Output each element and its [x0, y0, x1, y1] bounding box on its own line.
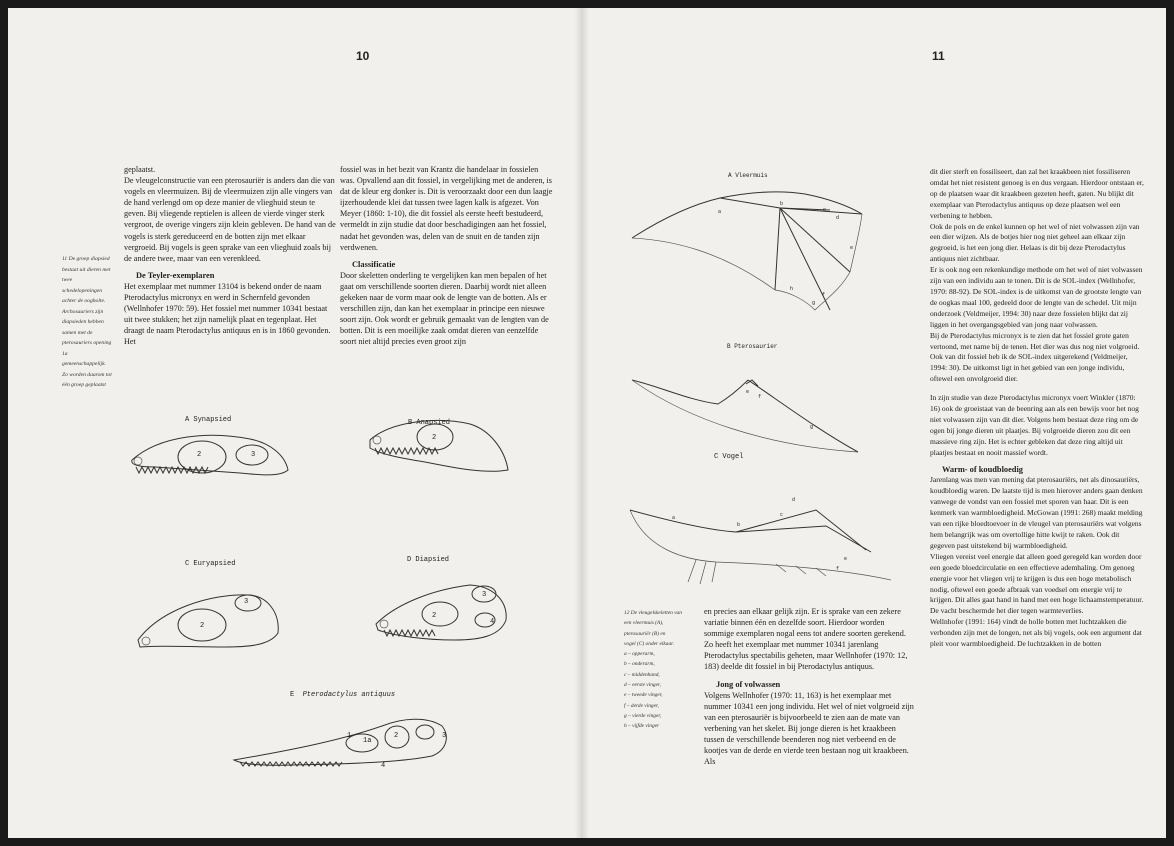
- bird-wing-drawing: [626, 490, 896, 590]
- bone-letter: e: [844, 556, 848, 562]
- bone-letter: a: [672, 515, 676, 521]
- bat-wing-drawing: [630, 180, 870, 330]
- page-number-left: 10: [356, 49, 370, 63]
- bone-letter: b: [780, 201, 784, 207]
- caption-line: pterosauriër (B) en: [624, 630, 666, 637]
- bone-letter: f: [836, 566, 840, 572]
- figure-label-pterodactylus: [290, 691, 395, 699]
- opening-number: 4: [490, 618, 495, 626]
- bone-letter: d: [792, 497, 796, 503]
- bone-letter: h: [790, 286, 794, 292]
- pterosaur-wing-drawing: [628, 350, 868, 460]
- caption-line: e – tweede vinger,: [624, 692, 663, 699]
- figure-label-anapsid: B Anapsied: [408, 419, 451, 427]
- paragraph: Ook de pols en de enkel kunnen op het wel of niet volwassen zijn van een dier wijzen. Als de botjes hier nog niet geheel aan elkaar zijn gegroeid, is het een jong dier. Helaas is dit bij deze Pterodactylus antiquus niet zichtbaar.: [930, 221, 1140, 264]
- paragraph: Er is ook nog een rekenkundige methode om het wel of niet volwassen zijn van een individu aan te tonen. Dit is de SOL-index (Wellnhofer, 1970: 88-92). De SOL-index is de uitkomst van de grootste lengte van de oogkas maal 100, gedeeld door de lengte van de schedel. Uit mijn onderzoek (Veldmeijer, 1994: 30) naar deze fossielen blijkt dat zij liggen in het overgangsgebied van jong naar volwassen.: [930, 265, 1143, 329]
- paragraph: en precies aan elkaar gelijk zijn. Er is sprake van een zekere variatie binnen één en dezelfde soort. Hierdoor worden sommige exemplaren nogal eens tot andere soorten gerekend. Zo heeft het exemplaar met nummer 10341 jarenlang Pterodactylus spectabilis geheten, maar Wellnhofer (1970: 12, 183) deelde dit fossiel in bij Pterodactylus antiquus.: [704, 607, 908, 672]
- figure-label-diapsid: D Diapsied: [407, 556, 450, 564]
- right-column-1: [704, 606, 916, 767]
- paragraph: Vliegen vereist veel energie dat alleen goed geregeld kan worden door een goede bloedcirculatie en een effectieve ademhaling. Om genoeg energie voor het vliegen vrij te krijgen is dus een hoge metabolisch nodig, oftewel een goede afbraak van voedsel om energie vrij te krijgen. Dit alles gaat hand in hand met een hoge lichaamstemperatuur. De vacht beschermde het dier tegen warmteverlies.: [930, 551, 1144, 616]
- species-name: Pterodactylus antiquus: [302, 691, 396, 699]
- skull-pterodactylus-drawing: [232, 710, 462, 780]
- opening-number: 4: [381, 762, 386, 770]
- caption-line: c – middenhand,: [624, 671, 660, 678]
- opening-number: 3: [482, 591, 487, 599]
- figure-label-bird: C Vogel: [714, 453, 744, 461]
- bone-letter: e: [850, 245, 854, 251]
- opening-number: 3: [251, 451, 256, 459]
- opening-number: 2: [200, 622, 205, 630]
- section-heading: De Teyler-exemplaren: [136, 270, 215, 280]
- caption-line: d – eerste vinger,: [624, 682, 661, 689]
- skull-diapsid-drawing: [370, 580, 510, 660]
- bone-letter: g: [812, 300, 816, 306]
- bone-letter: g: [810, 424, 814, 430]
- figure-caption-11: 11 De groep diapsied bestaat uit dieren met twee schedelopeningen achter de oogholte. Archosauriers zijn diapsieden hebben samen met de pterosauriers opening 1a gemeenschappelijk. Zo worden daarom tot één groep geplaatst: [62, 256, 112, 388]
- right-column-2: [930, 167, 1145, 650]
- caption-line: f – derde vinger,: [624, 702, 659, 709]
- caption-line: a – opperarm,: [624, 651, 655, 658]
- page-number-right: 11: [932, 49, 945, 63]
- paragraph: Het exemplaar met nummer 13104 is bekend onder de naam Pterodactylus micronyx en werd in Schernfeld gevonden (Wellnhofer 1970: 59). Het fossiel met nummer 10341 bestaat uit twee stukken; het zijn namelijk plaat en tegenplaat. Het draagt de naam Pterodactylus antiquus en is in 1860 gevonden. Het: [124, 281, 331, 347]
- bone-letter: f: [822, 292, 826, 298]
- figure-letter: E: [290, 691, 295, 699]
- paragraph: De vleugelconstructie van een pterosauriër is anders dan die van vogels en vleermuizen. Bij de vleermuizen zijn alle vingers van de hand verlengd om op deze manier de vlieghuid steun te geven. Bij vliegende reptielen is alleen de vierde vinger sterk vergroot, de overige vingers zijn klein gebleven. De hand van de vogels is sterk gereduceerd en de botten zijn met elkaar vergroeid. Bij vogels is geen sprake van een vlieghuid zoals bij de andere twee, maar van een verenkleed.: [124, 176, 336, 263]
- paragraph: fossiel was in het bezit van Krantz die handelaar in fossielen was. Opvallend aan dit fossiel, in vergelijking met de anderen, is dat de kleur erg donker is. Dit is veroorzaakt door een dun laagje ijzerhoudende klei dat tussen twee lagen kalk is afgezet. Von Meyer (1860: 1-10), die dit fossiel als eerste heeft bestudeerd, vermeldt in zijn studie dat door beschadigingen aan het fossiel, nadat het gevonden was, delen van de snuit en de tanden zijn verdwenen.: [340, 165, 553, 252]
- bone-letter: c: [780, 512, 784, 518]
- skull-synapsid-drawing: [120, 425, 290, 505]
- paragraph: dit dier sterft en fossiliseert, dan zal het kraakbeen niet fossiliseren omdat het niet resistent genoeg is en dus vergaan. Hierdoor ontstaan er, op de plaatsen waar dit kraakbeen gezeten heeft, gaten. Nu blijkt dit exemplaar van Pterodactylus antiquus op deze plaatsen wel een verbening te hebben.: [930, 167, 1144, 220]
- opening-number: 2: [432, 612, 437, 620]
- paragraph: Wellnhofer (1991: 164) vindt de holle botten met luchtzakken die verbonden zijn met de longen, net als bij vogels, ook een argument dat pleit voor warmbloedigheid. De luchtzakken in de botten: [930, 617, 1142, 649]
- opening-number: 3: [442, 732, 447, 740]
- bone-letter: d: [836, 215, 840, 221]
- page-gutter: [575, 8, 589, 838]
- paragraph: Bij de Pterodactylus micronyx is te zien dat het fossiel grote gaten vertoond, met name bij de tenen. Het dier was dus nog niet volgroeid. Ook van dit fossiel heb ik de SOL-index uitgerekend (Veldmeijer, 1994: 30). De uitkomst ligt in het gebied van een jonge individu, oftewel een onvolgroeid dier.: [930, 330, 1140, 384]
- opening-number: 2: [394, 732, 399, 740]
- opening-number: 3: [244, 598, 249, 606]
- figure-label-synapsid: A Synapsied: [185, 416, 232, 424]
- left-column-1: [124, 164, 337, 348]
- paragraph: geplaatst.: [124, 165, 156, 174]
- caption-line: 12 De vleugelskeletten van een vleermuis (A),: [624, 610, 682, 627]
- caption-line: b – onderarm,: [624, 661, 655, 668]
- section-heading: Classificatie: [352, 259, 396, 269]
- bone-letter: e: [746, 389, 750, 395]
- opening-number: 1: [347, 732, 352, 740]
- figure-label-bat: A Vleermuis: [728, 172, 768, 179]
- section-heading: Jong of volwassen: [716, 679, 781, 689]
- paragraph: Jarenlang was men van mening dat pterosauriërs, net als dinosauriërs, koudbloedig waren. De laatste tijd is men hierover anders gaan denken vanwege de vondst van een fossiel met sporen van haar. Dit is een kenmerk van warmbloedigheid. McGowan (1991: 268) maakt melding van een rijke bloedtoevoer in de vleugel van pterosauriërs wat volgens hem belangrijk was om overtollige hitte kwijt te raken. Ook dit gegeven past uitstekend bij warmbloedigheid.: [930, 475, 1143, 550]
- caption-line: vogel (C) onder elkaar.: [624, 640, 674, 647]
- bone-letter: f: [758, 394, 762, 400]
- opening-number: 2: [197, 451, 202, 459]
- section-heading: Warm- of koudbloedig: [942, 464, 1023, 474]
- bone-letter: a: [718, 209, 722, 215]
- skull-anapsid-drawing: [365, 410, 515, 490]
- paragraph: Volgens Wellnhofer (1970: 11, 163) is het exemplaar met nummer 10341 een jong individu. Het wel of niet volgroeid zijn van een pterosauriër is bijvoorbeeld te zien aan de mate van verbening van het skelet. Bij jonge dieren is het kraakbeen tussen de verschillende beenderen nog niet verbeend en de kootjes van de derde en vierde teen bestaan nog uit kraakbeen. Als: [704, 690, 914, 767]
- caption-line: g – vierde vinger,: [624, 712, 662, 719]
- paragraph: Door skeletten onderling te vergelijken kan men bepalen of het gaat om verschillende soorten dieren. Daarbij wordt niet alleen gekeken naar de vorm maar ook de lengte van de botten. Als er verschillen zijn, dan kan het exemplaar in principe een nieuwe soort zijn. Ook wordt er gebruik gemaakt van de lengten van de botten. Dit is een moeilijke zaak omdat dieren van eenzelfde soort niet altijd precies even groot zijn: [340, 270, 549, 347]
- paragraph: In zijn studie van deze Pterodactylus micronyx voert Winkler (1870: 16) ook de groeistaat van de beenring aan als een bewijs voor het nog niet volwassen zijn van dit dier. Volgens hem bestaat deze ring om de ogen bij jonge dieren uit plaatjes. Bij volgroeide dieren zou dit een massieve ring zijn. Het is echter gebleken dat deze ring altijd uit plaatjes bestaat en nooit massief wordt.: [930, 393, 1139, 457]
- bone-letter: b: [737, 522, 741, 528]
- caption-line: h – vijfde vinger: [624, 723, 660, 730]
- opening-number: 2: [432, 434, 437, 442]
- opening-number: 1a: [363, 737, 372, 745]
- left-column-2: [340, 164, 555, 348]
- figure-label-euryapsid: C Euryapsied: [185, 560, 236, 568]
- skull-euryapsid-drawing: [130, 585, 280, 665]
- figure-caption-12: [624, 608, 690, 732]
- bone-letter: c: [823, 207, 827, 213]
- figure-label-pterosaur: B Pterosaurier: [727, 343, 778, 350]
